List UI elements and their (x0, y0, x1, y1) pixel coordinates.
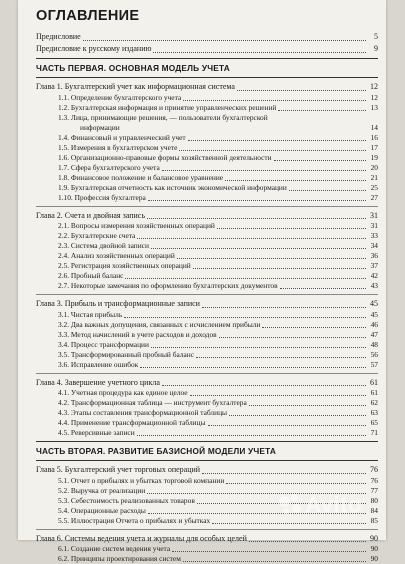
toc-entry-section-page-number: 34 (370, 241, 378, 250)
toc-entry-section-title: 6.1. Создание систем ведения учета (58, 544, 171, 553)
toc-entry-section-page-number: 19 (370, 152, 378, 162)
toc-entry-front (36, 43, 378, 55)
toc-entry-section (36, 103, 378, 113)
toc-entry-section-page-number: 12 (370, 92, 378, 102)
toc-entry-section-title: 1.1. Определение бухгалтерского учета (58, 92, 182, 102)
toc-entry-section-title: 6.2. Принципы проектирования систем (58, 554, 181, 563)
toc-entry-section-page-number: 37 (370, 261, 378, 270)
toc-entry-section-page-number: 90 (370, 544, 378, 553)
leader-dots (289, 190, 366, 191)
leader-dots (183, 100, 366, 101)
toc-entry-section (36, 320, 378, 330)
leader-dots (147, 218, 366, 219)
leader-dots (172, 551, 366, 552)
toc-entry-section-page-number: 71 (370, 428, 378, 437)
toc-entry-section (36, 231, 378, 241)
toc-entry-section-page-number: 27 (370, 192, 378, 202)
toc-entry-section-title: 1.2. Бухгалтерская информация и принятие управленческих решений (58, 102, 277, 112)
leader-dots (124, 317, 366, 318)
toc-entry-section (36, 173, 378, 183)
toc-entry-section-page-number: 80 (370, 495, 378, 505)
leader-dots (162, 170, 366, 171)
toc-entry-chapter-title: Глава 3. Прибыль и трансформационные записи (36, 299, 200, 308)
toc-entry-section-page-number: 43 (370, 281, 378, 290)
toc-entry-section (36, 183, 378, 193)
toc-entry-section-title: 3.5. Трансформированный пробный баланс (58, 349, 195, 359)
table-of-contents (36, 31, 378, 564)
toc-entry-section-page-number: 63 (370, 408, 378, 417)
toc-entry-section-title: 2.1. Вопросы измерения хозяйственных операций (58, 221, 215, 230)
toc-entry-section (36, 388, 378, 398)
toc-entry-section-title: 5.2. Выручка от реализации (58, 485, 146, 495)
watermark-text: Avito (305, 492, 362, 517)
leader-dots (278, 110, 366, 111)
toc-entry-section-page-number: 20 (370, 162, 378, 172)
toc-entry-section (36, 350, 378, 360)
toc-entry-front-title: Предисловие к русскому изданию (36, 44, 152, 53)
toc-entry-section-page-number: 61 (370, 388, 378, 397)
toc-entry-chapter-title: Глава 5. Бухгалтерский учет торговых операций (36, 465, 201, 474)
toc-entry-chapter-title: Глава 2. Счета и двойная запись (36, 210, 145, 220)
toc-entry-chapter-title: Глава 1. Бухгалтерский учет как информационная система (36, 82, 235, 91)
leader-dots (179, 150, 366, 151)
toc-entry-section (36, 418, 378, 428)
leader-dots (125, 278, 366, 279)
toc-entry-section (36, 398, 378, 408)
leader-dots (196, 357, 366, 358)
toc-entry-section-page-number: 13 (370, 102, 378, 112)
toc-entry-chapter-page-number: 12 (370, 82, 378, 91)
toc-entry-section (36, 241, 378, 251)
leader-dots (137, 238, 366, 239)
leader-dots (225, 180, 366, 181)
leader-dots (229, 415, 366, 416)
toc-entry-section-title: 4.3. Этапы составления трансформационной таблицы (58, 408, 227, 417)
part-heading: ЧАСТЬ ВТОРАЯ. РАЗВИТИЕ БАЗИСНОЙ МОДЕЛИ УЧЕТА (36, 446, 277, 456)
leader-dots (148, 200, 366, 201)
toc-entry-chapter-page-number: 90 (370, 533, 378, 543)
toc-entry-section-page-number: 33 (370, 231, 378, 240)
divider (36, 58, 378, 59)
toc-entry-section (36, 193, 378, 203)
toc-entry-chapter (36, 299, 378, 310)
toc-entry-section (36, 143, 378, 153)
toc-entry-section-page-number: 31 (370, 221, 378, 230)
toc-entry-section (36, 261, 378, 271)
leader-dots (183, 561, 366, 562)
toc-entry-chapter (36, 82, 378, 93)
toc-entry-chapter (36, 534, 378, 545)
toc-entry-section (36, 554, 378, 564)
toc-entry-section-title: 3.3. Метод начислений в учете расходов и доходов (58, 329, 217, 339)
toc-entry-section-page-number: 47 (370, 329, 378, 339)
toc-entry-front-page-number: 9 (374, 44, 378, 53)
leader-dots (151, 347, 366, 348)
toc-entry-section-title: 3.6. Исправление ошибок (58, 359, 139, 369)
leader-dots (226, 483, 366, 484)
toc-entry-section-page-number: 85 (370, 515, 378, 525)
toc-entry-section-page-number: 36 (370, 251, 378, 260)
toc-entry-section (36, 330, 378, 340)
toc-entry-section-title: 4.2. Трансформационная таблица — инструмент бухгалтера (58, 398, 247, 407)
toc-entry-section (36, 113, 378, 123)
divider (36, 294, 378, 295)
toc-entry-section (36, 281, 378, 291)
toc-entry-section-title: 4.1. Учетная процедура как единое целое (58, 388, 188, 397)
toc-entry-section-page-number: 62 (370, 398, 378, 407)
leader-dots (249, 541, 366, 542)
leader-dots (137, 435, 366, 436)
leader-dots (217, 228, 366, 229)
toc-entry-section-title: 5.3. Себестоимость реализованных товаров (58, 495, 195, 505)
toc-entry-section-page-number: 84 (370, 505, 378, 515)
toc-entry-section-title: 2.3. Система двойной записи (58, 241, 149, 250)
toc-entry-section-page-number: 17 (370, 142, 378, 152)
toc-entry-section (36, 310, 378, 320)
toc-entry-section (36, 544, 378, 554)
toc-entry-chapter-title: Глава 6. Системы ведения учета и журналы для особых целей (36, 533, 247, 543)
leader-dots (249, 405, 366, 406)
leader-dots (262, 327, 366, 328)
toc-entry-section-title: 2.2. Бухгалтерские счета (58, 231, 136, 240)
toc-entry-section-title: 1.6. Организационно-правовые формы хозяйственной деятельности (58, 152, 272, 162)
leader-dots (202, 473, 366, 474)
toc-entry-chapter-page-number: 31 (370, 210, 378, 220)
divider (36, 206, 378, 207)
avito-watermark (279, 492, 362, 518)
toc-entry-section-page-number: 16 (370, 132, 378, 142)
toc-entry-section-title: 1.10. Профессия бухгалтера (58, 192, 146, 202)
toc-entry-section-page-number: 46 (370, 319, 378, 329)
toc-entry-section-title: 1.5. Измерения в бухгалтерском учете (58, 142, 178, 152)
toc-entry-section-title: 2.6. Пробный баланс (58, 271, 124, 280)
toc-entry-chapter-page-number: 45 (370, 299, 378, 308)
leader-dots (140, 367, 366, 368)
divider (36, 529, 378, 530)
divider (36, 460, 378, 461)
divider (36, 373, 378, 374)
leader-dots (237, 90, 366, 91)
toc-entry-section-page-number: 76 (370, 475, 378, 485)
toc-entry-section (36, 340, 378, 350)
toc-entry-section-page-number: 45 (370, 309, 378, 319)
toc-entry-section-page-number: 14 (370, 122, 378, 132)
page-title: ОГЛАВЛЕНИЕ (36, 8, 140, 24)
toc-entry-section (36, 476, 378, 486)
toc-entry-section-page-number: 42 (370, 271, 378, 280)
toc-entry-section-page-number: 56 (370, 349, 378, 359)
leader-dots (193, 268, 366, 269)
toc-entry-section-page-number: 48 (370, 339, 378, 349)
toc-entry-section-title: 2.7. Некоторые замечания по оформлению бухгалтерских документов (58, 281, 278, 290)
toc-entry-section-page-number: 57 (370, 359, 378, 369)
toc-entry-section-title: 4.5. Реверсивные записи (58, 428, 135, 437)
toc-entry-section-page-number: 21 (370, 172, 378, 182)
leader-dots (190, 395, 366, 396)
toc-entry-section-page-number: 25 (370, 182, 378, 192)
divider (36, 441, 378, 442)
leader-dots (274, 160, 366, 161)
leader-dots (151, 248, 366, 249)
toc-entry-section-title: 5.4. Операционные расходы (58, 505, 146, 515)
toc-entry-section (36, 93, 378, 103)
toc-entry-section-title: 4.4. Применение трансформационной таблицы (58, 418, 206, 427)
toc-entry-section (36, 251, 378, 261)
toc-entry-section-title: 5.5. Иллюстрация Отчета о прибылях и убытках (58, 515, 211, 525)
toc-entry-chapter-page-number: 76 (370, 465, 378, 474)
toc-entry-section (36, 428, 378, 438)
toc-entry-section-title: 1.7. Сфера бухгалтерского учета (58, 162, 160, 172)
leader-dots (162, 385, 366, 386)
leader-dots (188, 140, 366, 141)
toc-entry-section (36, 163, 378, 173)
toc-entry-section-page-number: 90 (370, 554, 378, 563)
toc-entry-section-title: 1.9. Бухгалтерская отчетность как источник экономической информации (58, 182, 287, 192)
toc-entry-section-title: 1.8. Финансовое положение и балансовое уравнение (58, 172, 224, 182)
toc-entry-section (36, 133, 378, 143)
toc-entry-section-title: 3.2. Два важных допущения, связанных с исчислением прибыли (58, 319, 261, 329)
toc-entry-chapter-page-number: 61 (370, 377, 378, 387)
divider (36, 77, 378, 78)
toc-entry-chapter (36, 211, 378, 222)
toc-entry-section (36, 123, 378, 133)
toc-entry-section-title: информации (80, 122, 120, 132)
toc-entry-section-page-number: 77 (370, 485, 378, 495)
leader-dots (153, 52, 366, 53)
leader-dots (208, 425, 366, 426)
leader-dots (219, 337, 366, 338)
leader-dots (177, 258, 366, 259)
leader-dots (280, 288, 366, 289)
avito-logo-icon (279, 494, 301, 516)
toc-entry-section (36, 360, 378, 370)
leader-dots (202, 307, 366, 308)
toc-entry-section (36, 271, 378, 281)
toc-entry-section (36, 221, 378, 231)
toc-entry-front-title: Предисловие (36, 32, 81, 41)
part-heading: ЧАСТЬ ПЕРВАЯ. ОСНОВНАЯ МОДЕЛЬ УЧЕТА (36, 63, 230, 73)
book-page (18, 0, 386, 563)
toc-entry-chapter (36, 465, 378, 476)
leader-dots (212, 523, 366, 524)
toc-entry-section (36, 153, 378, 163)
leader-dots (83, 40, 366, 41)
toc-entry-chapter-title: Глава 4. Завершение учетного цикла (36, 377, 160, 387)
toc-entry-section-title: 3.4. Процесс трансформации (58, 339, 149, 349)
toc-entry-front-page-number: 5 (374, 32, 378, 41)
toc-entry-section-title: 2.5. Регистрация хозяйственных операций (58, 261, 191, 270)
toc-entry-section-title: 1.3. Лица, принимающие решения, — пользователи бухгалтерской (58, 112, 268, 122)
toc-entry-front (36, 31, 378, 43)
toc-entry-section-title: 3.1. Чистая прибыль (58, 309, 123, 319)
toc-entry-section-title: 1.4. Финансовый и управленческий учет (58, 132, 186, 142)
toc-entry-section (36, 408, 378, 418)
toc-entry-section-title: 2.4. Анализ хозяйственных операций (58, 251, 175, 260)
toc-entry-section-title: 5.1. Отчет о прибылях и убытках торговой компании (58, 475, 225, 485)
toc-entry-section-page-number: 65 (370, 418, 378, 427)
toc-entry-chapter (36, 378, 378, 389)
